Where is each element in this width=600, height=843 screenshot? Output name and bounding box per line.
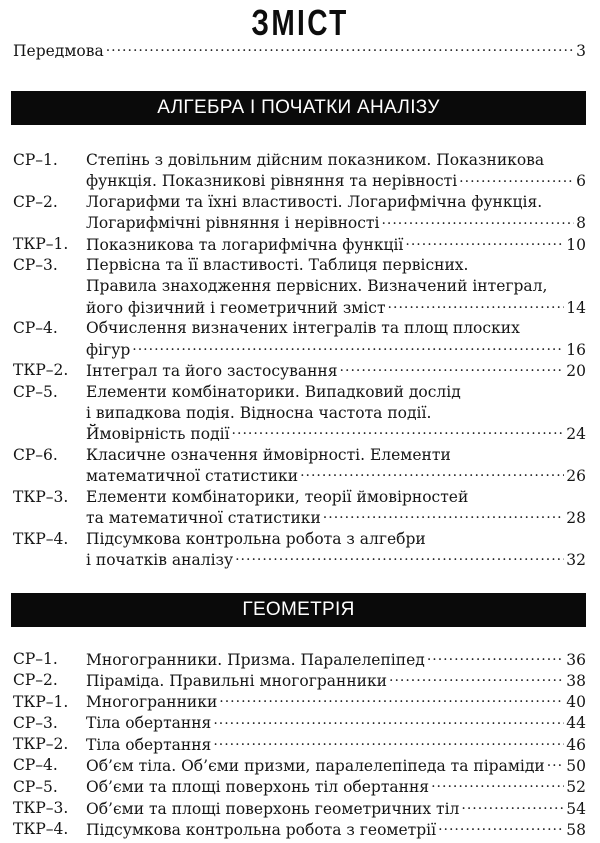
toc-entry-title: Інтеграл та його застосування: [86, 361, 338, 380]
toc-entry-last-line: [86, 234, 586, 255]
toc-entry-label: СР–1.: [13, 151, 58, 169]
dot-leader: [547, 755, 565, 771]
toc-page-number: 58: [566, 820, 586, 839]
toc-page-number: 8: [576, 214, 586, 233]
toc-entry-body: [86, 192, 586, 234]
toc-entry[interactable]: [13, 445, 586, 487]
toc-page-number: 54: [566, 799, 586, 818]
toc-entry-title: математичної статистики: [86, 466, 299, 485]
dot-leader: [389, 670, 564, 686]
toc-entry-title: Тіла обертання: [86, 714, 212, 733]
toc-entry[interactable]: [13, 360, 586, 381]
toc-page-number: 40: [566, 693, 586, 712]
toc-entry-last-line: [86, 423, 586, 444]
toc-entry[interactable]: [13, 649, 586, 670]
toc-section-geometry: [13, 649, 586, 841]
dot-leader: [431, 777, 564, 793]
dot-leader: [459, 171, 574, 187]
toc-entry-label: СР–4.: [13, 319, 58, 338]
toc-entry-body: [86, 255, 586, 318]
section-heading-algebra: [11, 91, 586, 125]
toc-entry[interactable]: [13, 192, 586, 234]
toc-entry-body: [86, 819, 586, 840]
toc-entry-title: Об’єми та площі поверхонь тіл обертання: [86, 778, 430, 797]
toc-entry[interactable]: [13, 670, 586, 691]
toc-page-number: 20: [566, 361, 586, 380]
toc-page-number: 3: [576, 41, 586, 60]
toc-page-number: 10: [566, 235, 586, 254]
toc-entry-body: [86, 649, 586, 670]
toc-page-number: 38: [566, 671, 586, 690]
toc-entry-body: [86, 360, 586, 381]
toc-entry-label: СР–2.: [13, 671, 58, 690]
toc-entry-label: СР–5.: [13, 382, 58, 401]
toc-entry-title: його фізичний і геометричний зміст: [86, 298, 386, 317]
dot-leader: [300, 465, 564, 481]
dot-leader: [132, 339, 564, 355]
toc-entry[interactable]: [13, 318, 586, 360]
toc-entry-label: ТКР–3.: [13, 799, 69, 818]
toc-entry-label: СР–4.: [13, 756, 58, 775]
toc-entry-title-line: Степінь з довільним дійсним показником. Показникова: [86, 151, 545, 169]
section-heading-geometry: [11, 593, 586, 627]
toc-entry-title-line: Обчислення визначених інтегралів та площ плоских: [86, 319, 520, 338]
dot-leader: [340, 360, 565, 376]
toc-entry-body: [86, 150, 586, 192]
toc-page-number: 26: [566, 466, 586, 485]
toc-entry-last-line: [86, 171, 586, 192]
toc-entry[interactable]: [13, 382, 586, 445]
dot-leader: [106, 40, 574, 56]
toc-entry-label: ТКР–1.: [13, 235, 69, 254]
toc-entry-body: [86, 234, 586, 255]
toc-page-number: 28: [566, 509, 586, 528]
toc-entry-title: Ймовірність події: [86, 424, 230, 443]
toc-entry-title: фігур: [86, 340, 131, 359]
toc-entry-body: [86, 692, 586, 713]
toc-entry-last-line: [86, 670, 586, 691]
dot-leader: [213, 734, 564, 750]
toc-entry-body: [86, 798, 586, 819]
toc-entry-title: Тіла обертання: [86, 735, 212, 754]
toc-entry[interactable]: [13, 819, 586, 840]
toc-page-number: 36: [566, 650, 586, 669]
toc-entry-body: [86, 755, 586, 776]
toc-entry-title-line: Класичне означення ймовірності. Елементи: [86, 445, 451, 464]
toc-entry-body: [86, 777, 586, 798]
toc-entry-label: ТКР–4.: [13, 529, 69, 548]
toc-entry-title: функція. Показникові рівняння та нерівності: [86, 172, 458, 191]
toc-entry-label: СР–5.: [13, 777, 58, 796]
page-title: ЗМІСТ: [251, 2, 349, 43]
toc-entry-title: і початків аналізу: [86, 551, 234, 570]
toc-entry-label: СР–1.: [13, 650, 58, 668]
toc-entry-last-line: [86, 798, 586, 819]
toc-entry-label: ТКР–3.: [13, 487, 69, 506]
dot-leader: [427, 649, 564, 665]
toc-entry-title: Логарифмічні рівняння і нерівності: [86, 214, 380, 233]
toc-entry[interactable]: [13, 734, 586, 755]
toc-entry-body: [86, 382, 586, 445]
toc-entry-last-line: [86, 339, 586, 360]
toc-entry-last-line: [86, 713, 586, 734]
toc-entry-last-line: [86, 692, 586, 713]
toc-entry-last-line: [86, 777, 586, 798]
toc-entry-label: ТКР–4.: [13, 820, 69, 839]
toc-entry-body: [86, 529, 586, 571]
toc-entry-title: Многогранники. Призма. Паралелепіпед: [86, 650, 425, 669]
toc-page-number: 24: [566, 424, 586, 443]
toc-section-algebra: [13, 150, 586, 571]
toc-entry-title: Об’єми та площі поверхонь геометричних тіл: [86, 799, 460, 818]
dot-leader: [232, 423, 565, 439]
dot-leader: [323, 508, 564, 524]
toc-page-number: 44: [566, 714, 586, 733]
toc-entry[interactable]: [13, 234, 586, 255]
toc-entry-title-line: і випадкова подія. Відносна частота події.: [86, 403, 432, 422]
dot-leader: [381, 213, 574, 229]
dot-leader: [438, 819, 564, 835]
toc-page-number: 32: [566, 551, 586, 570]
toc-entry-title-line: Підсумкова контрольна робота з алгебри: [86, 529, 426, 548]
toc-entry[interactable]: [13, 713, 586, 734]
dot-leader: [461, 798, 564, 814]
toc-entry-preface[interactable]: [13, 40, 586, 61]
toc-entry-last-line: [86, 649, 586, 670]
toc-entry[interactable]: [13, 255, 586, 318]
toc-entry[interactable]: [13, 692, 586, 713]
toc-entry[interactable]: [13, 755, 586, 776]
toc-entry-title-line: Первісна та її властивості. Таблиця первісних.: [86, 256, 469, 275]
toc-entry-label: СР–2.: [13, 193, 58, 212]
dot-leader: [213, 713, 564, 729]
toc-entry[interactable]: [13, 150, 586, 192]
section-heading-text: АЛГЕБРА І ПОЧАТКИ АНАЛІЗУ: [157, 97, 440, 118]
toc-entry-body: [86, 487, 586, 529]
toc-entry-last-line: [86, 550, 586, 571]
toc-entry-body: [86, 318, 586, 360]
toc-entry-body: [86, 734, 586, 755]
toc-entry-title: Об’єм тіла. Об’єми призми, паралелепіпеда та піраміди: [86, 756, 545, 775]
toc-entry-last-line: [86, 819, 586, 840]
toc-entry-last-line: [86, 297, 586, 318]
section-heading-text: ГЕОМЕТРІЯ: [242, 599, 355, 620]
toc-entry[interactable]: [13, 487, 586, 529]
toc-page-number: 46: [566, 735, 586, 754]
toc-entry-label: СР–3.: [13, 256, 58, 275]
dot-leader: [388, 297, 565, 313]
toc-entry-label: ТКР–1.: [13, 692, 69, 711]
toc-entry-title-line: Логарифми та їхні властивості. Логарифмічна функція.: [86, 193, 543, 212]
toc-entry-body: [86, 445, 586, 487]
toc-entry-title-line: Правила знаходження первісних. Визначений інтеграл,: [86, 277, 548, 296]
toc-page-number: 52: [566, 778, 586, 797]
dot-leader: [235, 550, 564, 566]
toc-entry-title: Передмова: [13, 41, 104, 60]
toc-entry[interactable]: [13, 798, 586, 819]
toc-entry-title: Піраміда. Правильні многогранники: [86, 671, 387, 690]
toc-entry-last-line: [86, 213, 586, 234]
toc-entry-last-line: [86, 755, 586, 776]
toc-entry-last-line: [86, 465, 586, 486]
toc-entry-label: ТКР–2.: [13, 735, 69, 754]
toc-entry-body: [86, 670, 586, 691]
toc-entry-last-line: [86, 508, 586, 529]
toc-entry-label: ТКР–2.: [13, 361, 69, 380]
toc-entry-title: Підсумкова контрольна робота з геометрії: [86, 820, 437, 839]
toc-entry[interactable]: [13, 529, 586, 571]
dot-leader: [405, 234, 564, 250]
toc-entry-title-line: Елементи комбінаторики, теорії ймовірностей: [86, 487, 469, 506]
toc-entry-last-line: [86, 734, 586, 755]
toc-page-number: 14: [566, 298, 586, 317]
toc-entry-label: СР–6.: [13, 445, 58, 464]
toc-page-number: 6: [576, 172, 586, 191]
toc-entry-body: [86, 713, 586, 734]
toc-entry-title-line: Елементи комбінаторики. Випадковий дослід: [86, 382, 461, 401]
toc-entry-title: Показникова та логарифмічна функції: [86, 235, 404, 254]
toc-entry-title: та математичної статистики: [86, 509, 321, 528]
toc-entry[interactable]: [13, 777, 586, 798]
toc-page-number: 50: [566, 756, 586, 775]
toc-page-number: 16: [566, 340, 586, 359]
toc-entry-label: СР–3.: [13, 713, 58, 732]
toc-entry-title: Многогранники: [86, 693, 218, 712]
toc-entry-last-line: [86, 360, 586, 381]
dot-leader: [219, 692, 564, 708]
